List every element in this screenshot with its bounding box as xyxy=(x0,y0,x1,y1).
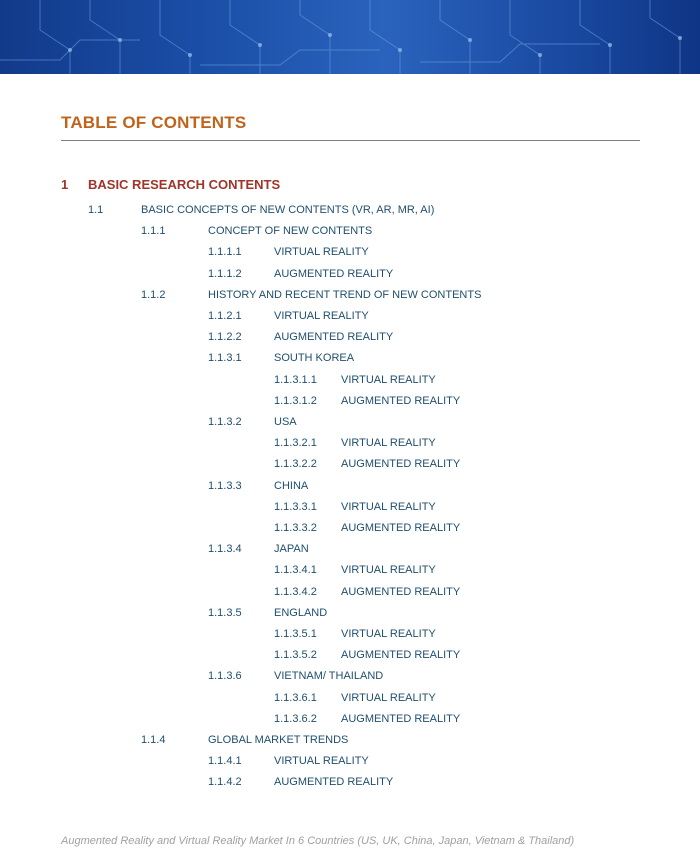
toc-entry-number: 1.1.3.3.2 xyxy=(274,522,317,534)
toc-entry-label: CHINA xyxy=(274,479,309,492)
toc-entry[interactable] xyxy=(0,331,700,345)
toc-entry-label: VIRTUAL REALITY xyxy=(341,500,436,513)
toc-entry[interactable] xyxy=(0,670,700,684)
toc-entry-label: USA xyxy=(274,416,297,428)
toc-entry[interactable] xyxy=(0,586,700,600)
title-divider xyxy=(61,140,640,141)
toc-entry-label: AUGMENTED REALITY xyxy=(274,331,394,344)
toc-title: TABLE OF CONTENTS xyxy=(61,113,247,132)
toc-entry[interactable] xyxy=(0,564,700,578)
toc-entry-number: 1.1.3.2 xyxy=(208,416,242,428)
toc-entry[interactable] xyxy=(0,776,700,790)
toc-entry[interactable] xyxy=(0,416,700,430)
toc-entry[interactable] xyxy=(0,395,700,409)
toc-entry-label: VIRTUAL REALITY xyxy=(341,373,436,386)
toc-entry[interactable] xyxy=(0,501,700,515)
toc-entry[interactable] xyxy=(0,734,700,748)
section-label: BASIC RESEARCH CONTENTS xyxy=(88,177,281,192)
section-heading[interactable] xyxy=(61,177,361,193)
toc-entry-label: VIRTUAL REALITY xyxy=(341,437,436,450)
toc-entry-label: VIRTUAL REALITY xyxy=(341,628,436,640)
toc-entry[interactable] xyxy=(0,649,700,663)
toc-entry[interactable] xyxy=(0,522,700,536)
page-footer: Augmented Reality and Virtual Reality Market In 6 Countries (US, UK, China, Japan, Vietnam & Thailand) xyxy=(61,835,575,847)
toc-entry-number: 1.1.3.3.1 xyxy=(274,500,317,513)
toc-entry-label: BASIC CONCEPTS OF NEW CONTENTS (VR, AR, MR, AI) xyxy=(141,204,435,216)
toc-entry[interactable] xyxy=(0,310,700,324)
toc-entry-label: VIRTUAL REALITY xyxy=(341,691,436,704)
toc-entry[interactable] xyxy=(0,458,700,472)
toc-entry-label: GLOBAL MARKET TRENDS xyxy=(208,734,349,746)
toc-entry-number: 1.1.1 xyxy=(141,225,166,238)
toc-entry-label: AUGMENTED REALITY xyxy=(274,267,394,280)
toc-entry[interactable] xyxy=(0,204,700,218)
toc-entry-label: VIRTUAL REALITY xyxy=(274,310,369,322)
toc-entry-label: HISTORY AND RECENT TREND OF NEW CONTENTS xyxy=(208,288,482,301)
toc-entry-label: VIRTUAL REALITY xyxy=(341,564,436,577)
toc-entry-label: AUGMENTED REALITY xyxy=(274,776,394,789)
toc-entry-number: 1.1 xyxy=(88,204,104,216)
toc-entry-number: 1.1.3.1.2 xyxy=(274,394,317,407)
toc-entry-number: 1.1.3.4 xyxy=(208,543,242,556)
header-banner xyxy=(0,0,700,74)
toc-entry-number: 1.1.3.3 xyxy=(208,479,242,492)
toc-entry-label: SOUTH KOREA xyxy=(274,352,355,365)
toc-entry[interactable] xyxy=(0,692,700,706)
toc-entry-label: JAPAN xyxy=(274,543,309,556)
toc-entry-number: 1.1.3.5.1 xyxy=(274,628,317,640)
toc-entry-label: VIRTUAL REALITY xyxy=(274,246,369,259)
toc-entry-number: 1.1.2.2 xyxy=(208,331,242,344)
toc-entry-number: 1.1.2 xyxy=(141,288,166,301)
toc-entry-label: AUGMENTED REALITY xyxy=(341,522,461,534)
toc-entry[interactable] xyxy=(0,480,700,494)
toc-entry-label: AUGMENTED REALITY xyxy=(341,649,461,662)
toc-entry[interactable] xyxy=(0,713,700,727)
toc-entry-number: 1.1.3.5.2 xyxy=(274,649,317,662)
toc-entry-number: 1.1.3.2.1 xyxy=(274,437,317,450)
toc-entry-number: 1.1.4 xyxy=(141,734,166,746)
toc-entry-number: 1.1.4.1 xyxy=(208,755,242,768)
section-number: 1 xyxy=(61,177,69,192)
toc-entry[interactable] xyxy=(0,543,700,557)
toc-entry-number: 1.1.3.4.2 xyxy=(274,585,317,598)
toc-entry-number: 1.1.3.6.2 xyxy=(274,712,317,725)
toc-entry[interactable] xyxy=(0,628,700,642)
toc-entry-number: 1.1.3.6 xyxy=(208,670,242,683)
toc-entry[interactable] xyxy=(0,225,700,239)
toc-entry[interactable] xyxy=(0,374,700,388)
toc-entry[interactable] xyxy=(0,268,700,282)
toc-entry[interactable] xyxy=(0,352,700,366)
toc-entry-label: AUGMENTED REALITY xyxy=(341,394,461,407)
toc-entry-label: VIRTUAL REALITY xyxy=(274,755,369,768)
toc-entry-number: 1.1.2.1 xyxy=(208,310,242,322)
toc-entry-label: AUGMENTED REALITY xyxy=(341,585,461,598)
toc-entry-number: 1.1.3.5 xyxy=(208,606,242,619)
toc-entry-number: 1.1.3.1 xyxy=(208,352,242,365)
toc-entry[interactable] xyxy=(0,755,700,769)
toc-entry-number: 1.1.3.2.2 xyxy=(274,458,317,471)
toc-entry-label: CONCEPT OF NEW CONTENTS xyxy=(208,225,373,238)
toc-entry[interactable] xyxy=(0,437,700,451)
toc-entry-number: 1.1.4.2 xyxy=(208,776,242,789)
toc-entry-number: 1.1.3.6.1 xyxy=(274,691,317,704)
toc-entry-number: 1.1.1.1 xyxy=(208,246,242,259)
toc-entry-label: VIETNAM/ THAILAND xyxy=(274,670,384,683)
toc-entry-number: 1.1.1.2 xyxy=(208,267,242,280)
circuit-pattern xyxy=(0,0,700,74)
toc-entry-label: AUGMENTED REALITY xyxy=(341,712,461,725)
toc-entry-number: 1.1.3.1.1 xyxy=(274,373,317,386)
toc-entry[interactable] xyxy=(0,289,700,303)
toc-entry-number: 1.1.3.4.1 xyxy=(274,564,317,577)
toc-entry-label: AUGMENTED REALITY xyxy=(341,458,461,471)
toc-entry[interactable] xyxy=(0,246,700,260)
toc-entry-label: ENGLAND xyxy=(274,606,328,619)
toc-entry[interactable] xyxy=(0,607,700,621)
